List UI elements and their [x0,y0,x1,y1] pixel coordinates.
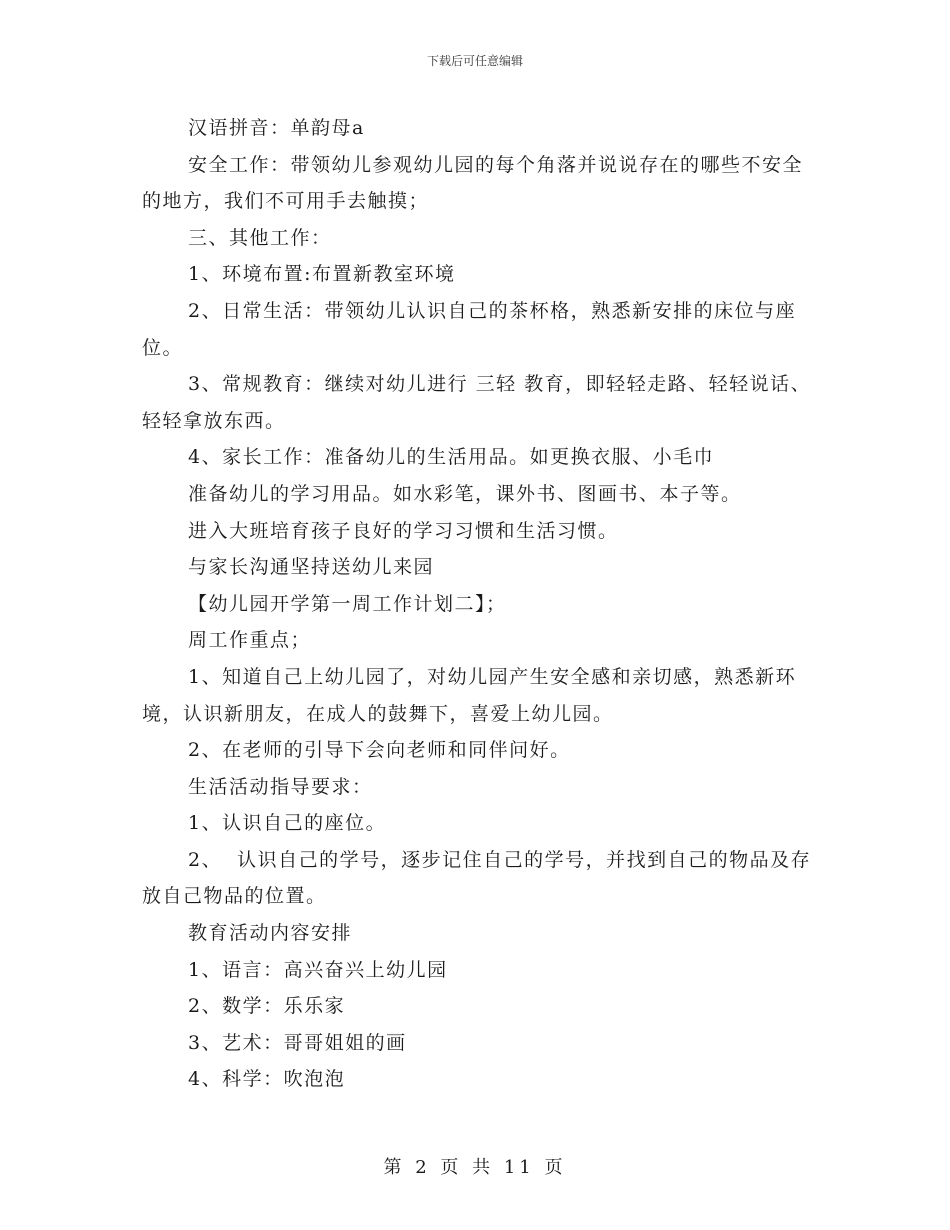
paragraph: 1、知道自己上幼儿园了，对幼儿园产生安全感和亲切感，熟悉新环境，认识新朋友，在成人的鼓舞下，喜爱上幼儿园。 [142,665,797,725]
paragraph: 3、艺术：哥哥姐姐的画 [188,1031,407,1054]
paragraph: 三、其他工作： [188,226,332,249]
paragraph: 周工作重点； [188,629,312,652]
paragraph: 4、科学：吹泡泡 [188,1068,346,1091]
paragraph: 1、环境布置:布置新教室环境 [188,263,456,286]
paragraph: 生活活动指导要求： [188,775,373,798]
paragraph: 安全工作：带领幼儿参观幼儿园的每个角落并说说存在的哪些不安全的地方，我们不可用手去触摸； [142,153,804,213]
paragraph: 1、语言：高兴奋兴上幼儿园 [188,958,448,981]
document-body [142,110,812,1098]
paragraph: 2、数学：乐乐家 [188,995,346,1018]
paragraph: 进入大班培育孩子良好的学习习惯和生活习惯。 [188,519,619,542]
page-header: 下载后可任意编辑 [426,54,523,68]
paragraph: 3、常规教育：继续对幼儿进行 三轻 教育，即轻轻走路、轻轻说话、轻轻拿放东西。 [142,373,812,432]
paragraph: 教育活动内容安排 [188,922,353,945]
paragraph: 2、在老师的引导下会向老师和同伴问好。 [188,739,571,762]
page-number-footer: 第 2 页 共 11 页 [383,1157,567,1178]
paragraph: 与家长沟通坚持送幼儿来园 [188,556,435,579]
paragraph: 4、家长工作：准备幼儿的生活用品。如更换衣服、小毛巾 [188,446,715,469]
section-title: 【幼儿园开学第一周工作计划二】； [188,592,507,615]
paragraph: 2、 认识自己的学号，逐步记住自己的学号，并找到自己的物品及存放自己物品的位置。 [142,848,812,908]
paragraph: 汉语拼音：单韵母a [188,117,365,139]
paragraph: 1、认识自己的座位。 [188,812,387,835]
paragraph: 准备幼儿的学习用品。如水彩笔，课外书、图画书、本子等。 [188,482,742,505]
paragraph: 2、日常生活：带领幼儿认识自己的茶杯格，熟悉新安排的床位与座位。 [142,299,797,359]
